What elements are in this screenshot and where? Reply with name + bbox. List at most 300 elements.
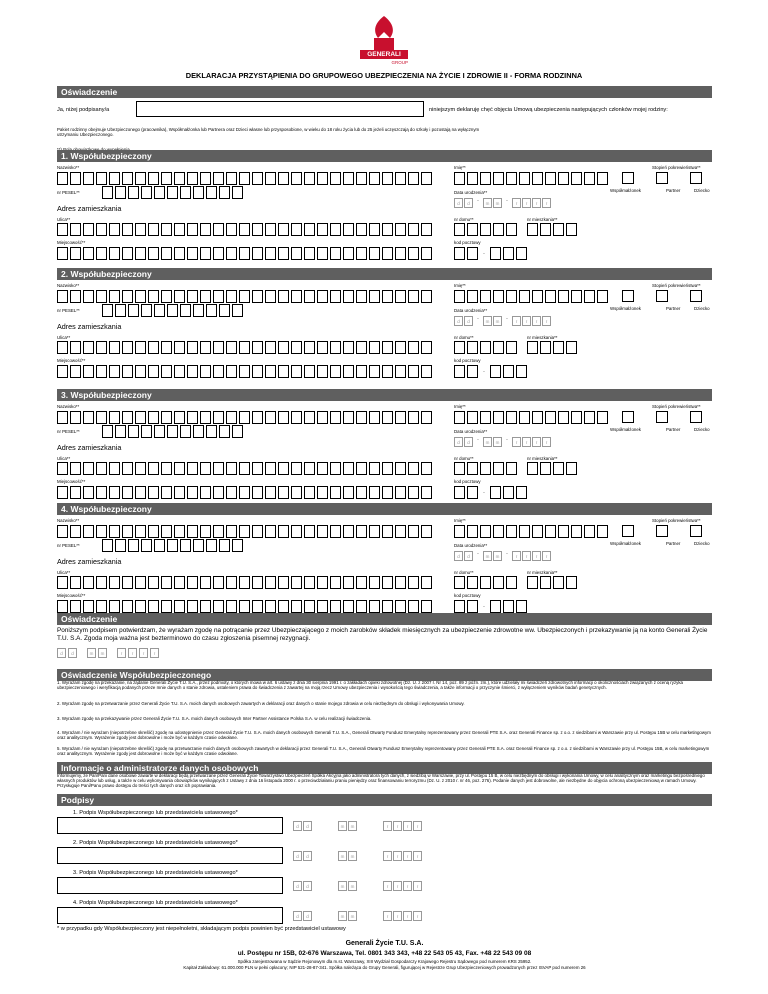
insured-2-name-char-box[interactable] bbox=[571, 290, 582, 303]
insured-3-surname-char-box[interactable] bbox=[265, 411, 276, 424]
insured-4-street-char-box[interactable] bbox=[421, 576, 432, 589]
insured-1-name-char-box[interactable] bbox=[519, 172, 530, 185]
year-box[interactable]: r bbox=[542, 437, 551, 447]
insured-1-street-char-box[interactable] bbox=[213, 223, 224, 236]
insured-3-city-char-box[interactable] bbox=[408, 486, 419, 499]
year-box[interactable]: r bbox=[393, 881, 402, 891]
insured-3-pesel-char-box[interactable] bbox=[102, 425, 113, 438]
day-box[interactable]: d bbox=[293, 851, 302, 861]
insured-2-city-char-box[interactable] bbox=[408, 365, 419, 378]
insured-2-surname-char-box[interactable] bbox=[408, 290, 419, 303]
insured-4-city-char-box[interactable] bbox=[382, 600, 393, 613]
insured-2-street-char-box[interactable] bbox=[278, 341, 289, 354]
insured-3-name-char-box[interactable] bbox=[480, 411, 491, 424]
insured-4-street-char-box[interactable] bbox=[57, 576, 68, 589]
insured-1-city-char-box[interactable] bbox=[408, 247, 419, 260]
insured-2-surname-char-box[interactable] bbox=[187, 290, 198, 303]
insured-1-flat-char-box[interactable] bbox=[540, 223, 551, 236]
insured-4-city-char-box[interactable] bbox=[343, 600, 354, 613]
insured-4-city-char-box[interactable] bbox=[213, 600, 224, 613]
insured-2-street-char-box[interactable] bbox=[395, 341, 406, 354]
insured-4-street-char-box[interactable] bbox=[213, 576, 224, 589]
insured-2-city-char-box[interactable] bbox=[148, 365, 159, 378]
insured-2-city-char-box[interactable] bbox=[291, 365, 302, 378]
month-box[interactable]: m bbox=[98, 648, 107, 658]
insured-1-surname-char-box[interactable] bbox=[226, 172, 237, 185]
insured-3-name-char-box[interactable] bbox=[584, 411, 595, 424]
insured-4-surname-char-box[interactable] bbox=[200, 525, 211, 538]
month-box[interactable]: m bbox=[483, 198, 492, 208]
insured-3-street-char-box[interactable] bbox=[135, 462, 146, 475]
insured-1-city-char-box[interactable] bbox=[356, 247, 367, 260]
insured-4-city-char-box[interactable] bbox=[265, 600, 276, 613]
month-box[interactable]: m bbox=[348, 851, 357, 861]
insured-2-name-char-box[interactable] bbox=[480, 290, 491, 303]
insured-4-street-char-box[interactable] bbox=[83, 576, 94, 589]
insured-2-street-char-box[interactable] bbox=[122, 341, 133, 354]
insured-3-city-char-box[interactable] bbox=[148, 486, 159, 499]
insured-4-name-char-box[interactable] bbox=[480, 525, 491, 538]
insured-1-surname-char-box[interactable] bbox=[83, 172, 94, 185]
insured-4-city-char-box[interactable] bbox=[83, 600, 94, 613]
month-box[interactable]: m bbox=[483, 437, 492, 447]
insured-3-city-char-box[interactable] bbox=[200, 486, 211, 499]
insured-1-surname-char-box[interactable] bbox=[122, 172, 133, 185]
insured-3-surname-char-box[interactable] bbox=[70, 411, 81, 424]
insured-4-city-char-box[interactable] bbox=[239, 600, 250, 613]
year-box[interactable]: r bbox=[383, 851, 392, 861]
month-box[interactable]: m bbox=[338, 911, 347, 921]
insured-1-pesel-char-box[interactable] bbox=[102, 186, 113, 199]
insured-2-house-char-box[interactable] bbox=[506, 341, 517, 354]
insured-1-postal-char-box[interactable] bbox=[516, 247, 527, 260]
insured-1-pesel-char-box[interactable] bbox=[154, 186, 165, 199]
insured-4-city-char-box[interactable] bbox=[252, 600, 263, 613]
insured-3-name-char-box[interactable] bbox=[506, 411, 517, 424]
insured-1-name-char-box[interactable] bbox=[597, 172, 608, 185]
insured-1-surname-char-box[interactable] bbox=[174, 172, 185, 185]
insured-1-postal-char-box[interactable] bbox=[467, 247, 478, 260]
insured-1-flat-char-box[interactable] bbox=[527, 223, 538, 236]
insured-3-surname-char-box[interactable] bbox=[382, 411, 393, 424]
insured-2-surname-char-box[interactable] bbox=[174, 290, 185, 303]
insured-3-street-char-box[interactable] bbox=[291, 462, 302, 475]
insured-3-surname-char-box[interactable] bbox=[148, 411, 159, 424]
year-box[interactable]: r bbox=[403, 881, 412, 891]
insured-1-street-char-box[interactable] bbox=[278, 223, 289, 236]
insured-1-surname-char-box[interactable] bbox=[135, 172, 146, 185]
insured-2-surname-char-box[interactable] bbox=[135, 290, 146, 303]
insured-2-city-char-box[interactable] bbox=[382, 365, 393, 378]
insured-4-name-char-box[interactable] bbox=[545, 525, 556, 538]
insured-1-house-char-box[interactable] bbox=[493, 223, 504, 236]
insured-3-name-char-box[interactable] bbox=[519, 411, 530, 424]
insured-3-flat-char-box[interactable] bbox=[553, 462, 564, 475]
insured-1-city-char-box[interactable] bbox=[421, 247, 432, 260]
insured-2-flat-char-box[interactable] bbox=[540, 341, 551, 354]
insured-4-flat-char-box[interactable] bbox=[540, 576, 551, 589]
insured-2-city-char-box[interactable] bbox=[343, 365, 354, 378]
insured-1-surname-char-box[interactable] bbox=[330, 172, 341, 185]
insured-1-street-char-box[interactable] bbox=[343, 223, 354, 236]
signature-field-2[interactable] bbox=[57, 847, 283, 864]
insured-1-surname-char-box[interactable] bbox=[200, 172, 211, 185]
insured-1-surname-char-box[interactable] bbox=[395, 172, 406, 185]
insured-2-city-char-box[interactable] bbox=[239, 365, 250, 378]
insured-2-postal-char-box[interactable] bbox=[490, 365, 501, 378]
insured-3-street-char-box[interactable] bbox=[356, 462, 367, 475]
insured-2-flat-char-box[interactable] bbox=[553, 341, 564, 354]
insured-2-surname-char-box[interactable] bbox=[265, 290, 276, 303]
insured-3-city-char-box[interactable] bbox=[343, 486, 354, 499]
spouse-checkbox[interactable] bbox=[622, 290, 634, 302]
insured-1-city-char-box[interactable] bbox=[239, 247, 250, 260]
insured-2-street-char-box[interactable] bbox=[239, 341, 250, 354]
insured-3-surname-char-box[interactable] bbox=[161, 411, 172, 424]
insured-1-name-char-box[interactable] bbox=[454, 172, 465, 185]
insured-4-name-char-box[interactable] bbox=[532, 525, 543, 538]
insured-4-city-char-box[interactable] bbox=[304, 600, 315, 613]
spouse-checkbox[interactable] bbox=[622, 411, 634, 423]
insured-1-surname-char-box[interactable] bbox=[265, 172, 276, 185]
insured-4-pesel-char-box[interactable] bbox=[154, 539, 165, 552]
child-checkbox[interactable] bbox=[690, 411, 702, 423]
insured-1-pesel-char-box[interactable] bbox=[141, 186, 152, 199]
year-box[interactable]: r bbox=[383, 821, 392, 831]
insured-2-surname-char-box[interactable] bbox=[148, 290, 159, 303]
year-box[interactable]: r bbox=[393, 911, 402, 921]
insured-4-city-char-box[interactable] bbox=[174, 600, 185, 613]
insured-4-city-char-box[interactable] bbox=[187, 600, 198, 613]
insured-2-surname-char-box[interactable] bbox=[200, 290, 211, 303]
insured-4-house-char-box[interactable] bbox=[493, 576, 504, 589]
insured-3-city-char-box[interactable] bbox=[395, 486, 406, 499]
insured-1-house-char-box[interactable] bbox=[480, 223, 491, 236]
insured-1-surname-char-box[interactable] bbox=[304, 172, 315, 185]
insured-2-street-char-box[interactable] bbox=[382, 341, 393, 354]
insured-3-street-char-box[interactable] bbox=[70, 462, 81, 475]
insured-1-street-char-box[interactable] bbox=[252, 223, 263, 236]
insured-1-surname-char-box[interactable] bbox=[278, 172, 289, 185]
insured-2-name-char-box[interactable] bbox=[532, 290, 543, 303]
insured-1-pesel-char-box[interactable] bbox=[128, 186, 139, 199]
insured-4-street-char-box[interactable] bbox=[382, 576, 393, 589]
insured-3-house-char-box[interactable] bbox=[480, 462, 491, 475]
insured-4-surname-char-box[interactable] bbox=[174, 525, 185, 538]
insured-2-street-char-box[interactable] bbox=[369, 341, 380, 354]
insured-4-postal-char-box[interactable] bbox=[467, 600, 478, 613]
insured-3-postal-char-box[interactable] bbox=[490, 486, 501, 499]
insured-2-postal-char-box[interactable] bbox=[516, 365, 527, 378]
insured-3-street-char-box[interactable] bbox=[408, 462, 419, 475]
insured-4-street-char-box[interactable] bbox=[135, 576, 146, 589]
insured-2-city-char-box[interactable] bbox=[213, 365, 224, 378]
signature-field-4[interactable] bbox=[57, 907, 283, 924]
insured-3-surname-char-box[interactable] bbox=[369, 411, 380, 424]
insured-4-pesel-char-box[interactable] bbox=[102, 539, 113, 552]
insured-4-pesel-char-box[interactable] bbox=[128, 539, 139, 552]
insured-4-surname-char-box[interactable] bbox=[343, 525, 354, 538]
year-box[interactable]: r bbox=[542, 198, 551, 208]
insured-3-pesel-char-box[interactable] bbox=[180, 425, 191, 438]
insured-2-street-char-box[interactable] bbox=[291, 341, 302, 354]
year-box[interactable]: r bbox=[512, 437, 521, 447]
insured-4-name-char-box[interactable] bbox=[519, 525, 530, 538]
insured-3-city-char-box[interactable] bbox=[213, 486, 224, 499]
insured-4-surname-char-box[interactable] bbox=[291, 525, 302, 538]
month-box[interactable]: m bbox=[87, 648, 96, 658]
insured-2-postal-char-box[interactable] bbox=[454, 365, 465, 378]
insured-3-pesel-char-box[interactable] bbox=[167, 425, 178, 438]
insured-1-street-char-box[interactable] bbox=[421, 223, 432, 236]
insured-4-house-char-box[interactable] bbox=[480, 576, 491, 589]
insured-1-street-char-box[interactable] bbox=[226, 223, 237, 236]
insured-2-surname-char-box[interactable] bbox=[96, 290, 107, 303]
insured-4-house-char-box[interactable] bbox=[467, 576, 478, 589]
insured-3-street-char-box[interactable] bbox=[330, 462, 341, 475]
day-box[interactable]: d bbox=[454, 198, 463, 208]
insured-1-name-char-box[interactable] bbox=[467, 172, 478, 185]
insured-2-street-char-box[interactable] bbox=[200, 341, 211, 354]
month-box[interactable]: m bbox=[338, 881, 347, 891]
insured-3-surname-char-box[interactable] bbox=[57, 411, 68, 424]
insured-4-city-char-box[interactable] bbox=[96, 600, 107, 613]
insured-4-pesel-char-box[interactable] bbox=[167, 539, 178, 552]
insured-4-postal-char-box[interactable] bbox=[490, 600, 501, 613]
insured-4-street-char-box[interactable] bbox=[70, 576, 81, 589]
insured-3-city-char-box[interactable] bbox=[421, 486, 432, 499]
insured-1-surname-char-box[interactable] bbox=[96, 172, 107, 185]
insured-4-surname-char-box[interactable] bbox=[96, 525, 107, 538]
day-box[interactable]: d bbox=[57, 648, 66, 658]
day-box[interactable]: d bbox=[303, 851, 312, 861]
insured-1-street-char-box[interactable] bbox=[122, 223, 133, 236]
insured-4-house-char-box[interactable] bbox=[454, 576, 465, 589]
insured-1-surname-char-box[interactable] bbox=[369, 172, 380, 185]
insured-2-pesel-char-box[interactable] bbox=[219, 304, 230, 317]
insured-1-city-char-box[interactable] bbox=[161, 247, 172, 260]
year-box[interactable]: r bbox=[117, 648, 126, 658]
insured-3-flat-char-box[interactable] bbox=[527, 462, 538, 475]
insured-3-postal-char-box[interactable] bbox=[503, 486, 514, 499]
insured-3-flat-char-box[interactable] bbox=[540, 462, 551, 475]
insured-4-house-char-box[interactable] bbox=[506, 576, 517, 589]
partner-checkbox[interactable] bbox=[656, 525, 668, 537]
insured-3-surname-char-box[interactable] bbox=[343, 411, 354, 424]
insured-2-pesel-char-box[interactable] bbox=[141, 304, 152, 317]
insured-4-surname-char-box[interactable] bbox=[148, 525, 159, 538]
insured-2-street-char-box[interactable] bbox=[408, 341, 419, 354]
insured-3-pesel-char-box[interactable] bbox=[219, 425, 230, 438]
insured-4-city-char-box[interactable] bbox=[57, 600, 68, 613]
insured-1-city-char-box[interactable] bbox=[252, 247, 263, 260]
insured-3-city-char-box[interactable] bbox=[304, 486, 315, 499]
insured-3-street-char-box[interactable] bbox=[57, 462, 68, 475]
insured-3-postal-char-box[interactable] bbox=[467, 486, 478, 499]
day-box[interactable]: d bbox=[464, 437, 473, 447]
insured-2-name-char-box[interactable] bbox=[493, 290, 504, 303]
insured-3-surname-char-box[interactable] bbox=[213, 411, 224, 424]
insured-4-city-char-box[interactable] bbox=[330, 600, 341, 613]
insured-1-city-char-box[interactable] bbox=[382, 247, 393, 260]
insured-2-city-char-box[interactable] bbox=[226, 365, 237, 378]
insured-4-surname-char-box[interactable] bbox=[161, 525, 172, 538]
insured-4-surname-char-box[interactable] bbox=[421, 525, 432, 538]
insured-4-street-char-box[interactable] bbox=[200, 576, 211, 589]
insured-3-surname-char-box[interactable] bbox=[83, 411, 94, 424]
insured-3-city-char-box[interactable] bbox=[278, 486, 289, 499]
insured-1-house-char-box[interactable] bbox=[467, 223, 478, 236]
partner-checkbox[interactable] bbox=[656, 411, 668, 423]
insured-4-street-char-box[interactable] bbox=[174, 576, 185, 589]
insured-3-pesel-char-box[interactable] bbox=[115, 425, 126, 438]
insured-1-city-char-box[interactable] bbox=[395, 247, 406, 260]
insured-1-pesel-char-box[interactable] bbox=[115, 186, 126, 199]
insured-3-street-char-box[interactable] bbox=[395, 462, 406, 475]
insured-1-surname-char-box[interactable] bbox=[187, 172, 198, 185]
insured-3-surname-char-box[interactable] bbox=[174, 411, 185, 424]
insured-4-street-char-box[interactable] bbox=[395, 576, 406, 589]
insured-1-surname-char-box[interactable] bbox=[317, 172, 328, 185]
insured-4-surname-char-box[interactable] bbox=[226, 525, 237, 538]
insured-2-pesel-char-box[interactable] bbox=[167, 304, 178, 317]
insured-1-street-char-box[interactable] bbox=[265, 223, 276, 236]
insured-4-surname-char-box[interactable] bbox=[395, 525, 406, 538]
insured-4-street-char-box[interactable] bbox=[278, 576, 289, 589]
insured-3-pesel-char-box[interactable] bbox=[128, 425, 139, 438]
day-box[interactable]: d bbox=[68, 648, 77, 658]
insured-2-street-char-box[interactable] bbox=[161, 341, 172, 354]
year-box[interactable]: r bbox=[522, 437, 531, 447]
insured-3-name-char-box[interactable] bbox=[532, 411, 543, 424]
insured-4-postal-char-box[interactable] bbox=[503, 600, 514, 613]
insured-2-city-char-box[interactable] bbox=[96, 365, 107, 378]
insured-2-house-char-box[interactable] bbox=[480, 341, 491, 354]
insured-4-street-char-box[interactable] bbox=[265, 576, 276, 589]
insured-3-name-char-box[interactable] bbox=[597, 411, 608, 424]
signer-name-field[interactable] bbox=[136, 101, 424, 117]
insured-2-surname-char-box[interactable] bbox=[109, 290, 120, 303]
insured-1-city-char-box[interactable] bbox=[83, 247, 94, 260]
month-box[interactable]: m bbox=[493, 198, 502, 208]
insured-1-city-char-box[interactable] bbox=[291, 247, 302, 260]
year-box[interactable]: r bbox=[532, 316, 541, 326]
insured-3-name-char-box[interactable] bbox=[454, 411, 465, 424]
insured-1-name-char-box[interactable] bbox=[571, 172, 582, 185]
insured-3-city-char-box[interactable] bbox=[122, 486, 133, 499]
insured-1-city-char-box[interactable] bbox=[200, 247, 211, 260]
insured-4-name-char-box[interactable] bbox=[597, 525, 608, 538]
insured-2-surname-char-box[interactable] bbox=[356, 290, 367, 303]
insured-1-pesel-char-box[interactable] bbox=[193, 186, 204, 199]
insured-1-city-char-box[interactable] bbox=[330, 247, 341, 260]
insured-3-street-char-box[interactable] bbox=[239, 462, 250, 475]
insured-3-name-char-box[interactable] bbox=[558, 411, 569, 424]
insured-3-street-char-box[interactable] bbox=[369, 462, 380, 475]
insured-4-postal-char-box[interactable] bbox=[516, 600, 527, 613]
insured-4-street-char-box[interactable] bbox=[356, 576, 367, 589]
insured-3-street-char-box[interactable] bbox=[161, 462, 172, 475]
insured-1-street-char-box[interactable] bbox=[291, 223, 302, 236]
insured-3-city-char-box[interactable] bbox=[109, 486, 120, 499]
insured-3-surname-char-box[interactable] bbox=[109, 411, 120, 424]
insured-3-city-char-box[interactable] bbox=[187, 486, 198, 499]
insured-1-city-char-box[interactable] bbox=[135, 247, 146, 260]
insured-4-street-char-box[interactable] bbox=[369, 576, 380, 589]
insured-1-surname-char-box[interactable] bbox=[421, 172, 432, 185]
insured-2-name-char-box[interactable] bbox=[545, 290, 556, 303]
insured-4-street-char-box[interactable] bbox=[187, 576, 198, 589]
day-box[interactable]: d bbox=[303, 911, 312, 921]
insured-3-city-char-box[interactable] bbox=[226, 486, 237, 499]
insured-3-surname-char-box[interactable] bbox=[291, 411, 302, 424]
insured-4-surname-char-box[interactable] bbox=[187, 525, 198, 538]
insured-4-name-char-box[interactable] bbox=[454, 525, 465, 538]
insured-1-city-char-box[interactable] bbox=[122, 247, 133, 260]
insured-3-house-char-box[interactable] bbox=[454, 462, 465, 475]
insured-3-city-char-box[interactable] bbox=[265, 486, 276, 499]
year-box[interactable]: r bbox=[532, 437, 541, 447]
insured-2-street-char-box[interactable] bbox=[317, 341, 328, 354]
insured-3-street-char-box[interactable] bbox=[213, 462, 224, 475]
year-box[interactable]: r bbox=[393, 851, 402, 861]
insured-3-city-char-box[interactable] bbox=[382, 486, 393, 499]
insured-3-city-char-box[interactable] bbox=[252, 486, 263, 499]
day-box[interactable]: d bbox=[464, 551, 473, 561]
insured-2-surname-char-box[interactable] bbox=[213, 290, 224, 303]
insured-4-city-char-box[interactable] bbox=[395, 600, 406, 613]
year-box[interactable]: r bbox=[403, 851, 412, 861]
insured-2-house-char-box[interactable] bbox=[467, 341, 478, 354]
insured-3-surname-char-box[interactable] bbox=[135, 411, 146, 424]
partner-checkbox[interactable] bbox=[656, 172, 668, 184]
insured-2-street-char-box[interactable] bbox=[421, 341, 432, 354]
month-box[interactable]: m bbox=[348, 881, 357, 891]
insured-2-name-char-box[interactable] bbox=[558, 290, 569, 303]
insured-3-surname-char-box[interactable] bbox=[187, 411, 198, 424]
month-box[interactable]: m bbox=[483, 316, 492, 326]
insured-1-city-char-box[interactable] bbox=[265, 247, 276, 260]
insured-3-street-char-box[interactable] bbox=[122, 462, 133, 475]
insured-1-street-char-box[interactable] bbox=[148, 223, 159, 236]
insured-2-pesel-char-box[interactable] bbox=[193, 304, 204, 317]
insured-2-postal-char-box[interactable] bbox=[503, 365, 514, 378]
insured-1-street-char-box[interactable] bbox=[356, 223, 367, 236]
insured-3-street-char-box[interactable] bbox=[174, 462, 185, 475]
insured-1-house-char-box[interactable] bbox=[506, 223, 517, 236]
insured-1-name-char-box[interactable] bbox=[584, 172, 595, 185]
insured-4-city-char-box[interactable] bbox=[317, 600, 328, 613]
insured-3-pesel-char-box[interactable] bbox=[206, 425, 217, 438]
insured-2-surname-char-box[interactable] bbox=[122, 290, 133, 303]
insured-1-street-char-box[interactable] bbox=[369, 223, 380, 236]
insured-2-city-char-box[interactable] bbox=[174, 365, 185, 378]
insured-4-city-char-box[interactable] bbox=[291, 600, 302, 613]
insured-2-surname-char-box[interactable] bbox=[278, 290, 289, 303]
insured-2-house-char-box[interactable] bbox=[493, 341, 504, 354]
insured-3-surname-char-box[interactable] bbox=[304, 411, 315, 424]
day-box[interactable]: d bbox=[293, 821, 302, 831]
insured-3-surname-char-box[interactable] bbox=[356, 411, 367, 424]
insured-4-name-char-box[interactable] bbox=[467, 525, 478, 538]
insured-4-street-char-box[interactable] bbox=[317, 576, 328, 589]
insured-4-pesel-char-box[interactable] bbox=[193, 539, 204, 552]
insured-4-street-char-box[interactable] bbox=[161, 576, 172, 589]
insured-2-name-char-box[interactable] bbox=[467, 290, 478, 303]
insured-1-street-char-box[interactable] bbox=[408, 223, 419, 236]
insured-2-city-char-box[interactable] bbox=[83, 365, 94, 378]
month-box[interactable]: m bbox=[483, 551, 492, 561]
